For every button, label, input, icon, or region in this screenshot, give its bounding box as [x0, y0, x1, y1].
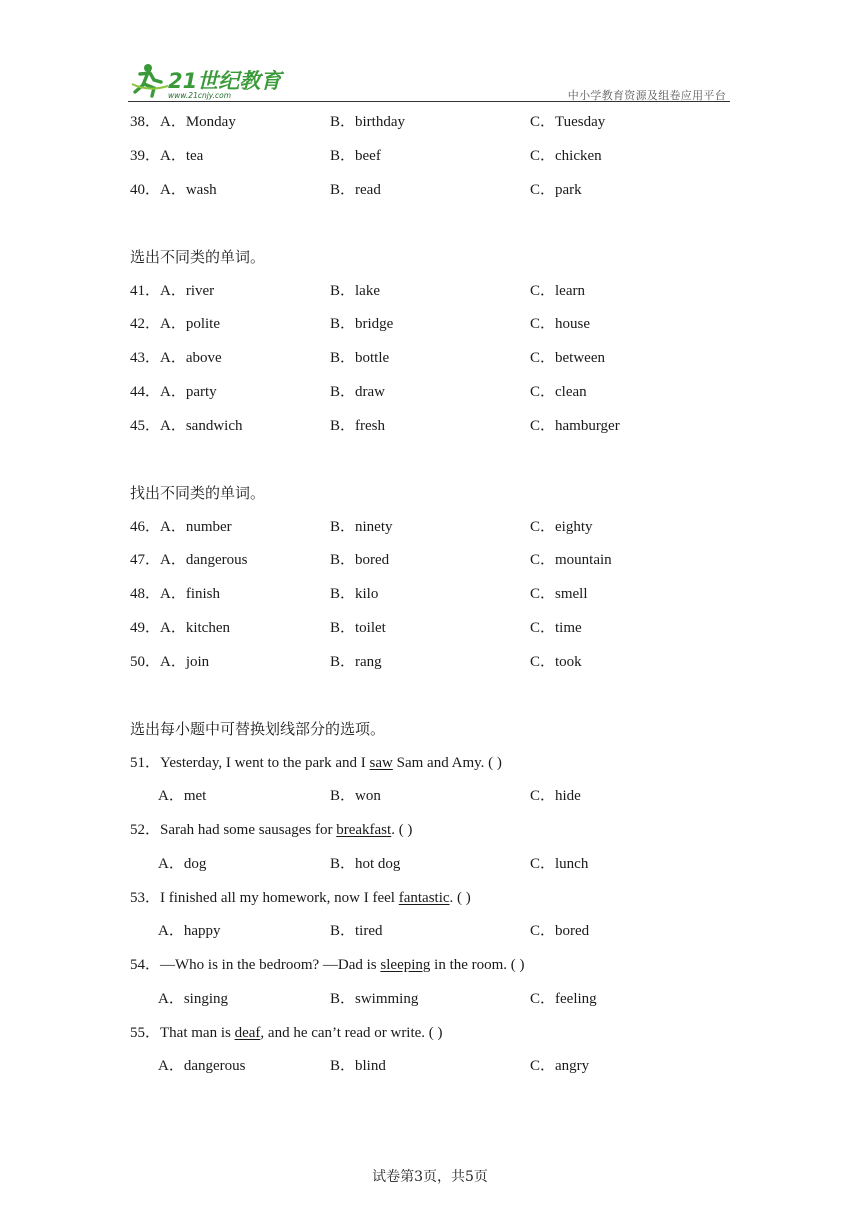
option-b: B．beef: [330, 147, 381, 164]
question-number: 52．: [130, 822, 161, 838]
option-c: C．time: [530, 619, 582, 636]
option-b: B．blind: [330, 1058, 386, 1075]
underlined-word: sleeping: [380, 957, 431, 973]
question-55-options: [130, 1056, 730, 1090]
question-52-stem: 52．Sarah had some sausages for breakfast. ( ): [130, 822, 413, 838]
option-b: B．swimming: [330, 990, 419, 1007]
question-43: [130, 348, 730, 382]
page-footer: 试卷第3页，共5页: [372, 1169, 488, 1185]
page-header: [128, 62, 730, 102]
question-53-options: [130, 921, 730, 955]
option-c: C．chicken: [530, 147, 602, 164]
question-number: 38．: [130, 114, 161, 130]
question-number: 55．: [130, 1024, 161, 1041]
option-a: A．wash: [160, 181, 217, 198]
option-a: A．sandwich: [160, 417, 243, 434]
question-39: [130, 146, 730, 180]
option-a: A．dangerous: [158, 1058, 246, 1075]
underlined-word: fantastic: [398, 889, 450, 906]
question-number: 46．: [130, 518, 161, 535]
question-52-options: [130, 854, 730, 888]
question-48: [130, 584, 730, 618]
question-number: 43．: [130, 350, 161, 366]
question-number: 40．: [130, 181, 161, 198]
option-a: A．finish: [160, 586, 221, 602]
option-a: A．kitchen: [160, 619, 230, 636]
option-b: B．hot dog: [330, 855, 401, 872]
option-a: A．polite: [160, 316, 221, 333]
logo-21cnjy: [128, 62, 282, 100]
question-47: [130, 550, 730, 584]
question-number: 44．: [130, 383, 161, 400]
option-a: A．number: [160, 518, 232, 535]
section-title-odd-one-out: 选出不同类的单词。: [130, 247, 266, 266]
option-c: C．angry: [530, 1058, 590, 1075]
option-a: A．tea: [160, 147, 204, 164]
question-46: [130, 517, 730, 551]
option-a: A．dangerous: [160, 552, 248, 569]
option-c: C．Tuesday: [530, 114, 606, 130]
underlined-word: saw: [369, 754, 393, 771]
underlined-word: breakfast: [336, 822, 392, 838]
question-number: 49．: [130, 619, 161, 636]
option-b: B．bottle: [330, 350, 390, 366]
option-b: B．rang: [330, 653, 382, 670]
option-c: C．smell: [530, 586, 588, 602]
question-51-stem: 51．Yesterday, I went to the park and I saw Sam and Amy. ( ): [130, 754, 502, 771]
option-b: B．lake: [330, 282, 380, 299]
question-number: 50．: [130, 653, 161, 670]
option-c: C．eighty: [530, 518, 593, 535]
svg-text:21世纪教育: 21世纪教育: [168, 69, 282, 93]
option-b: B．read: [330, 181, 381, 198]
option-c: C．feeling: [530, 990, 597, 1007]
platform-label: 中小学教育资源及组卷应用平台: [567, 89, 726, 102]
question-number: 41．: [130, 282, 161, 299]
question-number: 54．: [130, 957, 161, 973]
option-a: A．happy: [158, 923, 221, 940]
option-b: B．ninety: [330, 518, 393, 535]
option-c: C．learn: [530, 282, 585, 299]
option-c: C．mountain: [530, 552, 612, 569]
option-a: A．singing: [158, 990, 229, 1007]
question-number: 45．: [130, 417, 161, 434]
option-a: A．dog: [158, 855, 207, 872]
question-53-stem: 53．I finished all my homework, now I feel fantastic. ( ): [130, 889, 471, 906]
option-c: C．bored: [530, 923, 590, 940]
question-40: [130, 180, 730, 214]
option-b: B．kilo: [330, 586, 379, 602]
option-a: A．join: [160, 653, 210, 670]
question-42: [130, 314, 730, 348]
option-c: C．lunch: [530, 855, 589, 872]
option-b: B．won: [330, 788, 381, 805]
option-c: C．house: [530, 316, 591, 333]
option-b: B．draw: [330, 383, 385, 400]
question-49: [130, 618, 730, 652]
option-b: B．toilet: [330, 619, 386, 636]
question-content: [130, 112, 730, 1090]
option-c: C．between: [530, 350, 605, 366]
question-45: [130, 416, 730, 450]
question-41: [130, 281, 730, 315]
option-a: A．met: [158, 788, 207, 805]
question-54-options: [130, 989, 730, 1023]
question-number: 51．: [130, 754, 161, 771]
option-b: B．tired: [330, 923, 383, 940]
question-number: 53．: [130, 889, 161, 906]
option-a: A．above: [160, 350, 222, 366]
header-rule: [128, 101, 730, 102]
option-c: C．clean: [530, 383, 587, 400]
question-38: [130, 112, 730, 146]
option-b: B．fresh: [330, 417, 385, 434]
question-number: 47．: [130, 552, 161, 569]
question-55-stem: 55．That man is deaf, and he can’t read or write. ( ): [130, 1024, 443, 1041]
question-number: 48．: [130, 586, 161, 602]
option-c: C．park: [530, 181, 582, 198]
option-a: A．party: [160, 383, 217, 400]
svg-text:www.21cnjy.com: www.21cnjy.com: [168, 91, 232, 100]
section-title-find-odd: 找出不同类的单词。: [130, 483, 266, 502]
option-b: B．bored: [330, 552, 390, 569]
option-c: C．hamburger: [530, 417, 620, 434]
option-c: C．took: [530, 653, 582, 670]
question-number: 39．: [130, 147, 161, 164]
option-a: A．Monday: [160, 114, 236, 130]
question-number: 42．: [130, 316, 161, 333]
question-50: [130, 652, 730, 686]
section-title-replace-underlined: 选出每小题中可替换划线部分的选项。: [130, 719, 386, 738]
option-c: C．hide: [530, 788, 581, 805]
underlined-word: deaf: [234, 1024, 261, 1041]
question-51-options: [130, 786, 730, 820]
question-44: [130, 382, 730, 416]
option-b: B．bridge: [330, 316, 394, 333]
option-b: B．birthday: [330, 114, 405, 130]
option-a: A．river: [160, 282, 215, 299]
question-54-stem: 54．—Who is in the bedroom? —Dad is sleeping in the room. ( ): [130, 957, 525, 973]
